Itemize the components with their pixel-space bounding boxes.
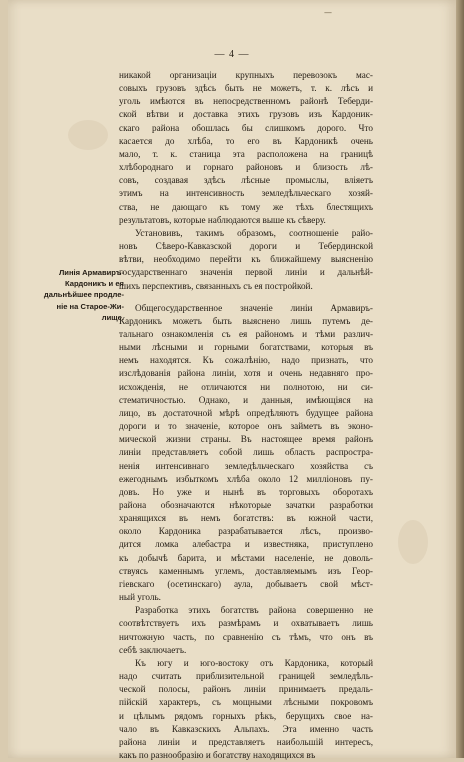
text-line: линіи представляетъ собой лишь область распростра- bbox=[119, 447, 373, 458]
paragraph bbox=[119, 657, 373, 762]
paper-stain bbox=[68, 120, 108, 150]
text-line: новъ Сѣверо-Кавказской дороги и Тебердинской bbox=[119, 241, 373, 252]
text-line: себѣ заключаетъ. bbox=[119, 644, 187, 655]
text-line: дится ломка алебастра и известняка, приступлено bbox=[119, 539, 373, 550]
text-line: Общегосударственное значеніе линіи Армавиръ- bbox=[135, 302, 373, 313]
text-line: ства, не дающаго къ тому же тѣхъ блестящихъ bbox=[119, 201, 373, 212]
paragraph-gap bbox=[119, 293, 373, 302]
text-line: мало, т. к. станица эта расположена на границѣ bbox=[119, 148, 373, 159]
text-line: совъ, создавая здѣсь лѣсные промыслы, вліяетъ bbox=[119, 175, 373, 186]
sidenote-line: дальнѣйшее продле- bbox=[43, 290, 124, 300]
text-line: какъ по разнообразію и богатству находящихся въ bbox=[119, 749, 316, 760]
sidenote-line: Линія Армавиръ- bbox=[58, 268, 124, 277]
page-binding-edge bbox=[456, 0, 464, 758]
text-line: изслѣдованія района линіи, хотя и очень недавняго про- bbox=[119, 368, 373, 379]
body-text bbox=[119, 69, 373, 762]
text-line: района обозначаются нѣкоторые зачатки разработки bbox=[119, 500, 373, 510]
paragraph bbox=[119, 69, 373, 227]
text-line: Разработка этихъ богатствъ района совершенно не bbox=[135, 605, 373, 616]
sidenote-line: ніе на Старое-Жи- bbox=[56, 301, 124, 311]
corner-mark: — bbox=[324, 8, 332, 17]
text-line: вѣтви, необходимо перейти къ ближайшему выясненію bbox=[119, 254, 373, 265]
page-number: — 4 — bbox=[214, 49, 250, 60]
text-line: ный уголь. bbox=[119, 592, 161, 603]
text-line: дороги и то значеніе, которое онъ займетъ въ эконо- bbox=[119, 421, 373, 432]
text-line: чало въ Кавказскихъ Альпахъ. Эта именно часть bbox=[119, 723, 373, 734]
text-line: надо считать приблизительной границей земледѣль- bbox=[119, 671, 373, 682]
paragraph bbox=[119, 227, 373, 293]
text-line: уголь имѣются въ непосредственномъ районѣ Теберди- bbox=[119, 96, 373, 107]
text-line: ежегоднымъ избыткомъ хлѣба около 12 милліоновъ пу- bbox=[119, 473, 373, 484]
text-line: ничтожную часть, по сравненію съ тѣмъ, что онъ въ bbox=[119, 631, 373, 642]
text-line: ными лѣсными и горными богатствами, которыя въ bbox=[119, 342, 373, 353]
text-line: совыхъ грузовъ здѣсь быть не можетъ, т. к. лѣсъ и bbox=[119, 83, 373, 94]
margin-sidenote bbox=[38, 267, 124, 323]
sidenote-line: лище. bbox=[101, 312, 124, 322]
text-line: немъ находятся. Къ сожалѣнію, надо признать, что bbox=[119, 355, 373, 366]
text-line: хранящихся въ немъ богатствъ: въ южной части, bbox=[119, 513, 373, 524]
paragraph bbox=[119, 604, 373, 657]
paper-stain bbox=[398, 520, 428, 564]
text-line: лицо, въ достаточной мѣрѣ опредѣляютъ будущее района bbox=[119, 407, 373, 418]
text-line: около Кардоника разрабатывается лѣсъ, произво- bbox=[119, 526, 373, 537]
text-line: стематичностью. Однако, и данныя, имѣющіяся на bbox=[119, 394, 373, 405]
text-line: государственнаго значенія первой линіи и дальнѣй- bbox=[119, 267, 373, 278]
text-line: довъ. Но уже и нынѣ въ торговыхъ оборотахъ bbox=[119, 486, 373, 497]
sidenote-line: Кардоникъ и ея bbox=[65, 279, 124, 289]
text-line: шихъ перспективъ, связанныхъ съ ея постройкой. bbox=[119, 280, 313, 291]
text-line: района линіи и представляетъ наибольшій интересъ, bbox=[119, 736, 373, 747]
text-line: касается до хлѣба, то его въ Кардоникѣ очень bbox=[119, 135, 373, 146]
text-line: этимъ на интенсивность земледѣльческаго хозяй- bbox=[119, 188, 373, 199]
text-line: исхожденія, не отличаются ни полнотою, ни си- bbox=[119, 381, 373, 392]
text-line: пійскій характеръ, съ мощными лѣсными покровомъ bbox=[119, 697, 373, 708]
text-line: ствуясь каменнымъ углемъ, доставляемымъ изъ Геор- bbox=[119, 565, 373, 576]
text-line: Кардоникъ можетъ быть выяснено лишь путемъ де- bbox=[119, 315, 373, 326]
text-line: соотвѣтствуетъ ихъ размѣрамъ и охватываетъ лишь bbox=[119, 618, 373, 629]
text-line: никакой организаціи крупныхъ перевозокъ мас- bbox=[119, 70, 373, 80]
text-line: ненія интенсивнаго земледѣльческаго хозяйства съ bbox=[119, 460, 373, 471]
text-line: ской вѣтви и доставка этихъ грузовъ изъ Кардоник- bbox=[119, 109, 373, 120]
text-line: и цѣлымъ рядомъ горныхъ рѣкъ, берущихъ свое на- bbox=[119, 710, 373, 721]
paragraph bbox=[119, 302, 373, 605]
text-line: ческой полосы, районъ линіи принимаетъ предаль- bbox=[119, 684, 373, 695]
text-line: мической жизни страны. Въ настоящее время районъ bbox=[119, 434, 373, 445]
text-line: тальнаго ознакомленія съ ея райономъ и тѣми различ- bbox=[119, 328, 373, 339]
text-line: гіевскаго (осетинскаго) аула, добываетъ свой мѣст- bbox=[119, 578, 373, 589]
text-line: результатовъ, которые наблюдаются выше къ сѣверу. bbox=[119, 214, 326, 225]
text-line: хлѣбороднаго и горнаго районовъ и близость лѣ- bbox=[119, 162, 373, 173]
text-line: къ добычѣ барита, и мѣстами населеніе, не доволь- bbox=[119, 552, 373, 563]
text-line: Къ югу и юго-востоку отъ Кардоника, который bbox=[135, 657, 373, 668]
text-line: скаго района обошлась бы слишкомъ дорого. Что bbox=[119, 122, 373, 133]
text-line: Установивъ, такимъ образомъ, соотношеніе райо- bbox=[135, 227, 373, 238]
